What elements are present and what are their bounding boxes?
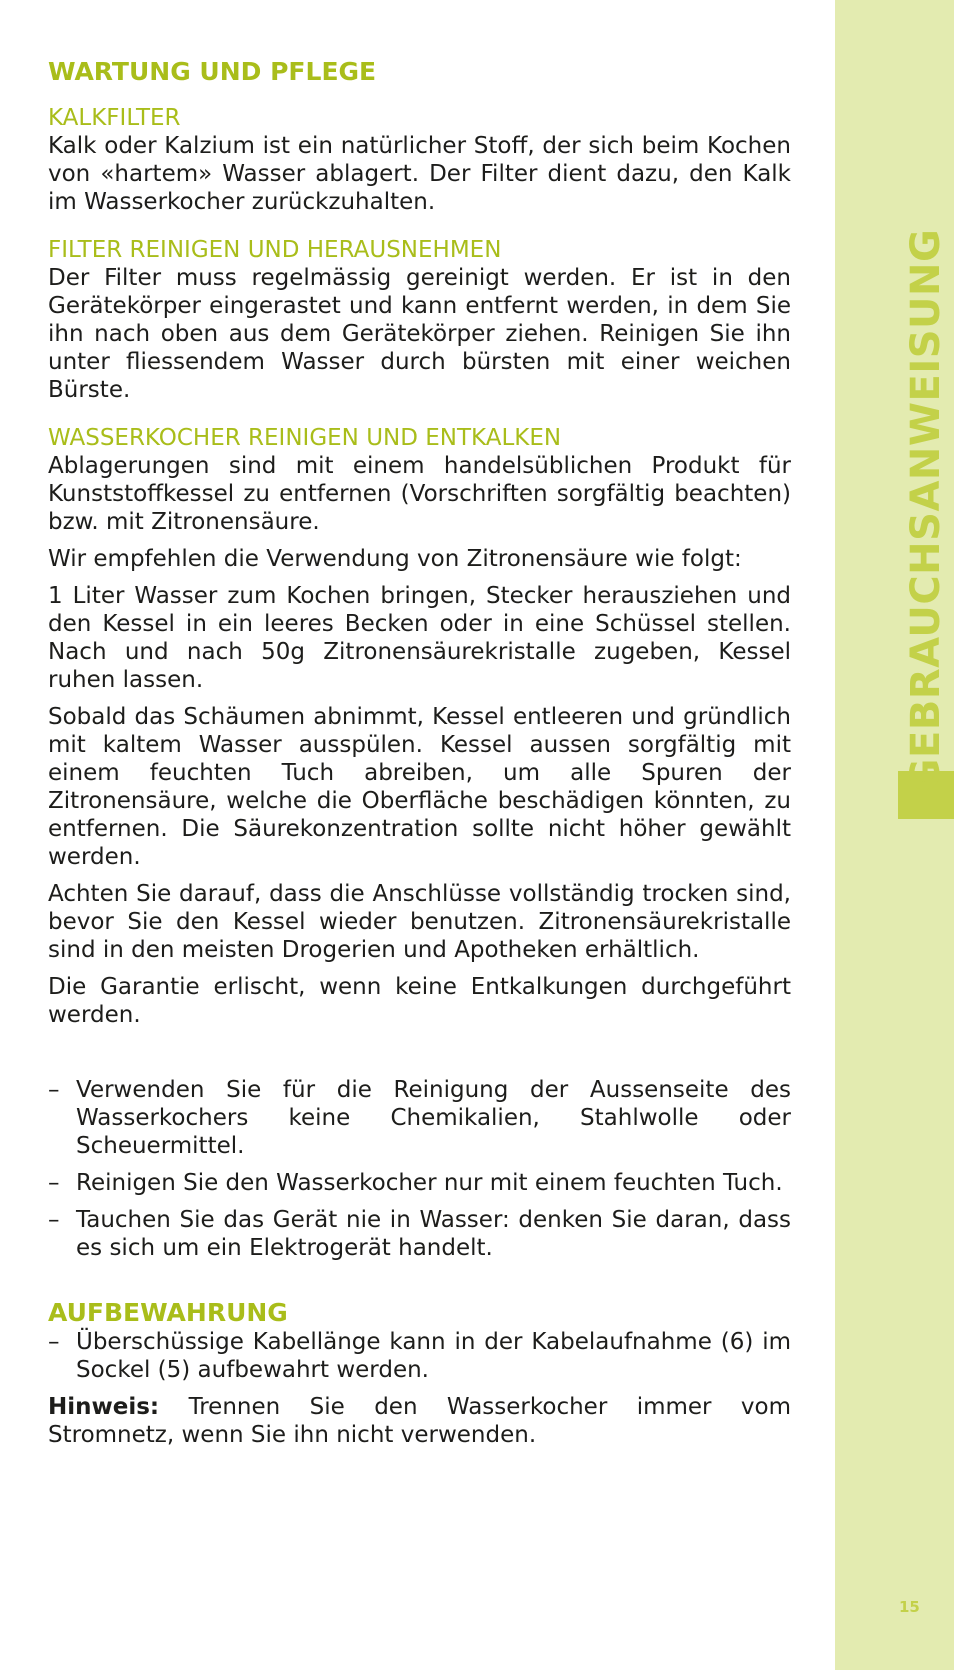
note-label: Hinweis: (48, 1394, 160, 1420)
section-filter-cleaning (48, 236, 791, 404)
dash-bullet: – (48, 1170, 60, 1196)
note-paragraph (48, 1393, 791, 1449)
storage-list (48, 1328, 791, 1384)
section-descaling (48, 424, 791, 1029)
note-text: Trennen Sie den Wasserkocher immer vom Stromnetz, wenn Sie ihn nicht verwenden. (48, 1394, 792, 1448)
section-kalkfilter (48, 104, 791, 216)
sidebar-title: GEBRAUCHSANWEISUNG (903, 228, 949, 792)
section-heading: KALKFILTER (48, 105, 181, 131)
storage-heading: AUFBEWAHRUNG (48, 1298, 288, 1327)
paragraph: Die Garantie erlischt, wenn keine Entkalkungen durchgeführt werden. (48, 974, 791, 1028)
page-heading: WARTUNG UND PFLEGE (48, 57, 377, 86)
section-heading: WASSERKOCHER REINIGEN UND ENTKALKEN (48, 425, 562, 451)
paragraph: Wir empfehlen die Verwendung von Zitronensäure wie folgt: (48, 546, 742, 572)
list-item (48, 1206, 791, 1262)
paragraph: 1 Liter Wasser zum Kochen bringen, Stecker herausziehen und den Kessel in ein leeres Becken oder in eine Schüssel stellen. Nach und nach 50g Zitronensäurekristalle zugeben, Kessel ruhen lassen. (48, 583, 791, 693)
list-item (48, 1328, 791, 1384)
care-list (48, 1076, 791, 1262)
list-item (48, 1076, 791, 1160)
paragraph: Ablagerungen sind mit einem handelsüblichen Produkt für Kunststoffkessel zu entfernen (Vorschriften sorgfältig beachten) bzw. mit Zitronensäure. (48, 453, 791, 535)
list-item-text: Überschüssige Kabellänge kann in der Kabelaufnahme (6) im Sockel (5) aufbewahrt werden. (76, 1329, 791, 1383)
paragraph: Kalk oder Kalzium ist ein natürlicher Stoff, der sich beim Kochen von «hartem» Wasser ablagert. Der Filter dient dazu, den Kalk im Wasserkocher zurückzuhalten. (48, 133, 791, 215)
main-content (48, 57, 791, 1449)
dash-bullet: – (48, 1077, 60, 1103)
paragraph: Der Filter muss regelmässig gereinigt werden. Er ist in den Gerätekörper eingerastet und kann entfernt werden, in dem Sie ihn nach oben aus dem Gerätekörper ziehen. Reinigen Sie ihn unter fliessendem Wasser durch bürsten mit einer weichen Bürste. (48, 265, 791, 403)
paragraph: Achten Sie darauf, dass die Anschlüsse vollständig trocken sind, bevor Sie den Kessel wieder benutzen. Zitronensäurekristalle sind in den meisten Drogerien und Apotheken erhältlich. (48, 881, 791, 963)
list-item-text: Reinigen Sie den Wasserkocher nur mit einem feuchten Tuch. (76, 1170, 783, 1196)
list-item-text: Tauchen Sie das Gerät nie in Wasser: denken Sie daran, dass es sich um ein Elektrogerät handelt. (76, 1207, 791, 1261)
dash-bullet: – (48, 1207, 60, 1233)
list-item (48, 1169, 791, 1197)
list-item-text: Verwenden Sie für die Reinigung der Aussenseite des Wasserkochers keine Chemikalien, Stahlwolle oder Scheuermittel. (76, 1077, 791, 1159)
section-heading: FILTER REINIGEN UND HERAUSNEHMEN (48, 237, 502, 263)
paragraph: Sobald das Schäumen abnimmt, Kessel entleeren und gründlich mit kaltem Wasser ausspülen. Kessel aussen sorgfältig mit einem feuchten Tuch abreiben, um alle Spuren der Zitronensäure, welche die Oberfläche beschädigen könnten, zu entfernen. Die Säurekonzentration sollte nicht höher gewählt werden. (48, 704, 791, 870)
page-number: 15 (899, 1598, 920, 1616)
dash-bullet: – (48, 1329, 60, 1355)
